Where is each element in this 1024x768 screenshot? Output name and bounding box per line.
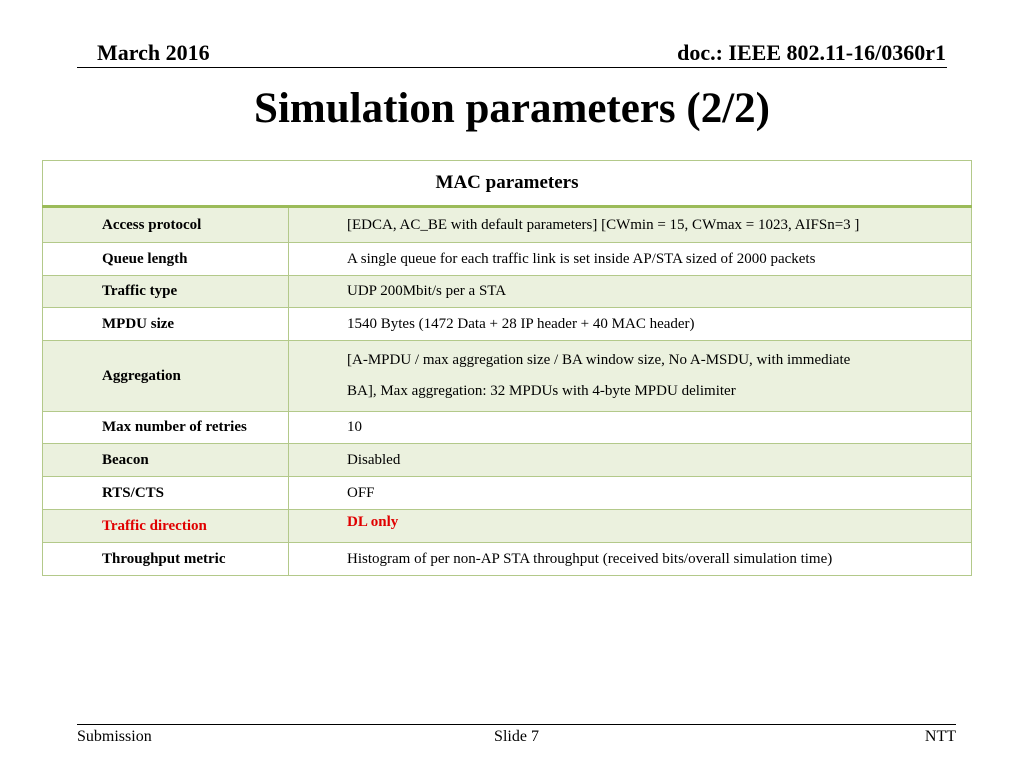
param-value: 1540 Bytes (1472 Data + 28 IP header + 40 MAC header) (289, 308, 972, 341)
table-row (43, 341, 972, 412)
dl-only-text: DL only (347, 513, 399, 530)
footer-company: NTT (924, 728, 956, 745)
param-value: OFF (289, 477, 972, 510)
param-value-line: BA], Max aggregation: 32 MPDUs with 4-byte MPDU delimiter (347, 383, 736, 399)
param-label: Aggregation (43, 341, 289, 412)
param-value: Histogram of per non-AP STA throughput (received bits/overall simulation time) (289, 543, 972, 576)
param-label: Beacon (43, 444, 289, 477)
header-divider (77, 67, 947, 68)
param-label-highlighted: Traffic direction (43, 510, 289, 543)
mac-parameters-table (42, 160, 972, 576)
param-label: Throughput metric (43, 543, 289, 576)
header-date: March 2016 (97, 40, 210, 65)
param-label: Access protocol (43, 207, 289, 243)
param-label: Max number of retries (43, 412, 289, 444)
table-row (43, 510, 972, 543)
param-label: Queue length (43, 243, 289, 276)
param-value: UDP 200Mbit/s per a STA (289, 276, 972, 308)
table-heading: MAC parameters (43, 161, 972, 207)
param-value: [EDCA, AC_BE with default parameters] [CWmin = 15, CWmax = 1023, AIFSn=3 ] (289, 207, 972, 243)
table-row (43, 543, 972, 576)
table-row (43, 276, 972, 308)
param-value-line: [A-MPDU / max aggregation size / BA window size, No A-MSDU, with immediate (347, 352, 851, 368)
table-row (43, 308, 972, 341)
param-label: MPDU size (43, 308, 289, 341)
param-value-highlighted (289, 510, 972, 543)
table-row (43, 412, 972, 444)
slide-title: Simulation parameters (2/2) (254, 85, 770, 132)
table-row (43, 444, 972, 477)
param-label: RTS/CTS (43, 477, 289, 510)
table-row (43, 243, 972, 276)
table-row (43, 207, 972, 243)
footer-submission: Submission (77, 728, 152, 745)
param-value (289, 341, 972, 412)
param-value: Disabled (289, 444, 972, 477)
footer-divider (77, 724, 956, 725)
table-heading-row (43, 161, 972, 207)
table-row (43, 477, 972, 510)
param-label: Traffic type (43, 276, 289, 308)
header-doc-id: doc.: IEEE 802.11-16/0360r1 (677, 40, 946, 65)
param-value: 10 (289, 412, 972, 444)
param-value: A single queue for each traffic link is set inside AP/STA sized of 2000 packets (289, 243, 972, 276)
footer-slide-number: Slide 7 (494, 728, 539, 745)
